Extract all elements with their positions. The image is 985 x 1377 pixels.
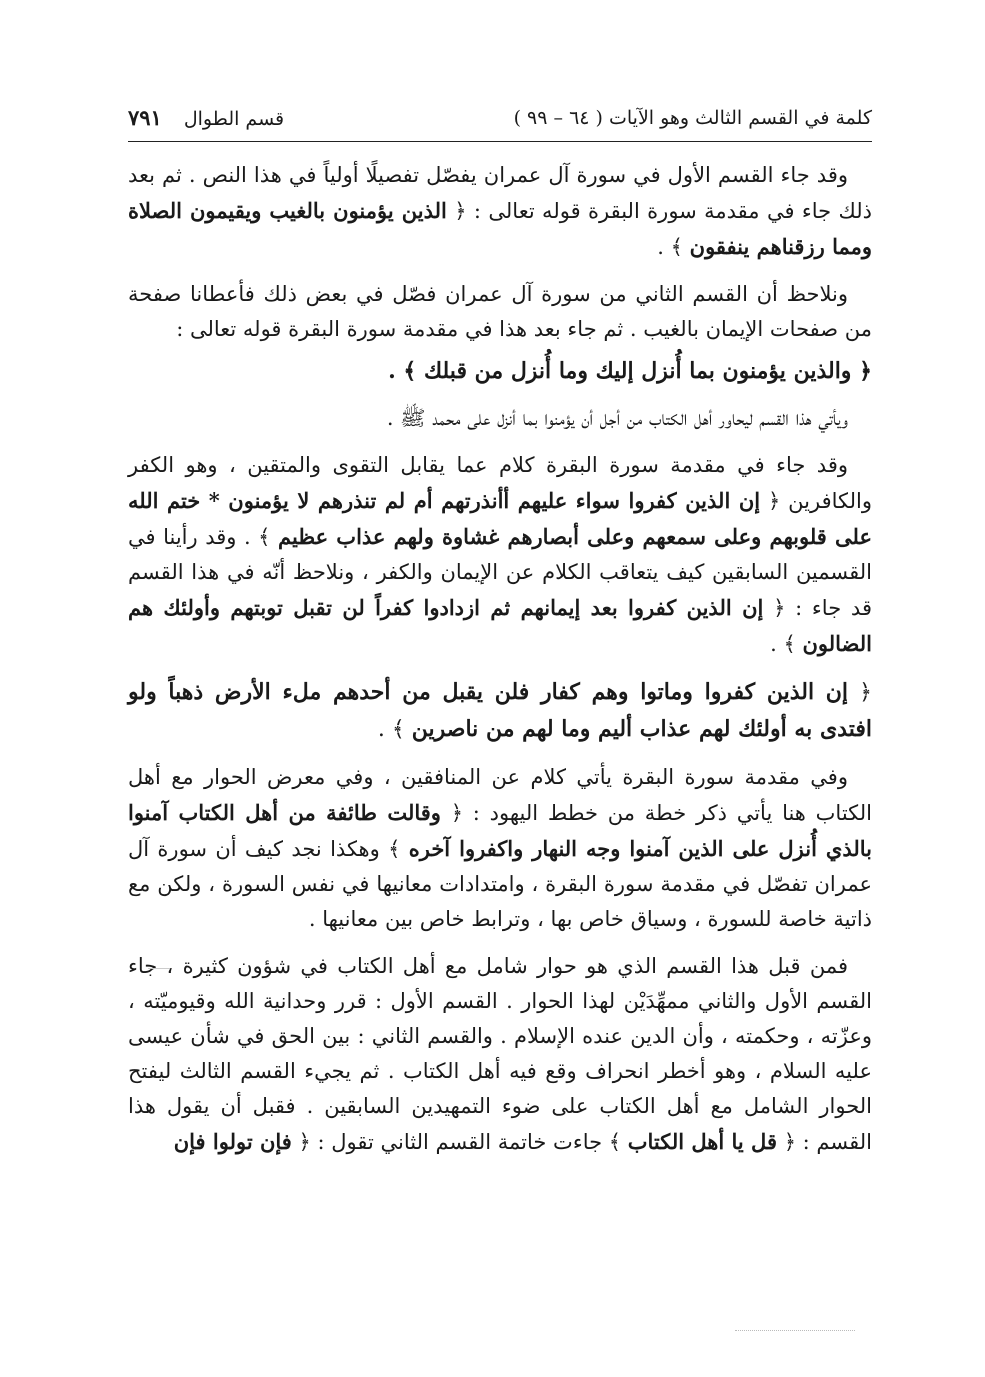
quran-verse: إن الذين كفروا وماتوا وهم كفار فلن يقبل من أحدهم ملء الأرض ذهباً ولو افتدى به أولئك لهم عذاب أليم وما لهم من ناصرين	[128, 679, 872, 742]
verse-bracket-open: ﴿	[848, 680, 873, 705]
paragraph-3	[128, 401, 872, 436]
paragraph-text: ﴾ .	[770, 632, 803, 656]
paragraph-text: ﴾ .	[657, 235, 690, 259]
page-number: ٧٩١	[128, 105, 162, 130]
running-header	[128, 98, 872, 138]
verse-bracket-open: ﴿	[851, 358, 872, 384]
quran-verse: فإن تولوا فإن	[173, 1129, 292, 1154]
header-left	[128, 98, 284, 139]
header-title: كلمة في القسم الثالث وهو الآيات ( ٦٤ – ٩٩ )	[513, 107, 872, 129]
paragraph-1	[128, 158, 872, 265]
paragraph-6	[128, 760, 872, 937]
paragraph-text: ونلاحظ أن القسم الثاني من سورة آل عمران فصّل في بعض ذلك فأعطانا صفحة من صفحات الإيمان بالغيب . ثم جاء بعد هذا في مقدمة سورة البقرة قوله تعالى :	[128, 282, 872, 341]
paragraph-text: وقد جاء في مقدمة سورة البقرة كلام عما يقابل التقوى والمتقين ، وهو الكفر والكافرين ﴿	[128, 453, 872, 513]
quran-verse: إن الذين كفروا بعد إيمانهم ثم ازدادوا كفراً لن تقبل توبتهم وأولئك هم الضالون	[128, 595, 872, 656]
paragraph-2	[128, 277, 872, 347]
paragraph-text: وقد جاء القسم الأول في سورة آل عمران يفصّل تفصيلًا أولياً في هذا النص . ثم بعد ذلك جاء في مقدمة سورة البقرة قوله تعالى : ﴿	[128, 163, 872, 223]
paragraph-text: فمن قبل هذا القسم الذي هو حوار شامل مع أهل الكتاب في شؤون كثيرة ، جاء القسم الأول والثاني ممهِّدَيْن لهذا الحوار . القسم الأول : قرر وحدانية الله وقيوميّته ، وعزّته ، وحكمته ، وأن الدين عنده الإسلام . والقسم الثاني : بين الحق في شأن عيسى عليه السلام ، وهو أخطر انحراف وقع فيه أهل الكتاب . ثم يجيء القسم الثالث ليفتح الحوار الشامل مع أهل الكتاب على ضوء التمهيدين السابقين . فقبل أن يقول هذا القسم : ﴿	[128, 954, 872, 1154]
paragraph-text: وفي مقدمة سورة البقرة يأتي كلام عن المنافقين ، وفي معرض الحوار مع أهل الكتاب هنا يأتي ذكر خطة من خطط اليهود : ﴿	[128, 765, 872, 825]
verse-bracket-close: ﴾ .	[388, 358, 424, 384]
paragraph-7	[128, 949, 872, 1160]
header-section: قسم الطوال	[183, 108, 285, 130]
scan-mark	[735, 1330, 855, 1331]
verse-line-2	[128, 351, 872, 391]
quran-verse: قل يا أهل الكتاب	[627, 1129, 778, 1154]
scan-mark	[148, 968, 170, 969]
page-body	[128, 158, 872, 1172]
quran-verse: إن الذين كفروا سواء عليهم أأنذرتهم أم لم تنذرهم لا يؤمنون * ختم الله على قلوبهم وعلى سمعهم وعلى أبصارهم غشاوة ولهم عذاب عظيم	[128, 488, 872, 549]
quran-verse: وقالت طائفة من أهل الكتاب آمنوا بالذي أُنزل على الذين آمنوا وجه النهار واكفروا آخره	[128, 800, 872, 861]
paragraph-text: ويأتي هذا القسم ليحاور أهل الكتاب من أجل أن يؤمنوا بما أنزل على محمد ﷺ .	[386, 406, 848, 430]
quran-verse: الذين يؤمنون بالغيب ويقيمون الصلاة ومما رزقناهم ينفقون	[128, 198, 872, 259]
paragraph-4	[128, 448, 872, 662]
paragraph-text: ﴾ جاءت خاتمة القسم الثاني تقول : ﴿	[291, 1130, 628, 1154]
quran-verse: والذين يؤمنون بما أُنزل إليك وما أُنزل من قبلك	[423, 358, 852, 384]
verse-bracket-close: ﴾ .	[377, 717, 412, 742]
header-rule	[128, 141, 872, 142]
paragraph-text: ﴾ . وقد رأينا في القسمين السابقين كيف يتعاقب الكلام عن الإيمان والكفر ، ونلاحظ أنّه في هذا القسم قد جاء : ﴿	[128, 525, 872, 620]
verse-block-5	[128, 674, 872, 748]
paragraph-text: ﴾ وهكذا نجد كيف أن سورة آل عمران تفصّل في مقدمة سورة البقرة ، وامتدادات معانيها في نفس السورة ، ولكن مع ذاتية خاصة للسورة ، وسياق خاص بها ، وترابط خاص بين معانيها .	[128, 837, 872, 931]
